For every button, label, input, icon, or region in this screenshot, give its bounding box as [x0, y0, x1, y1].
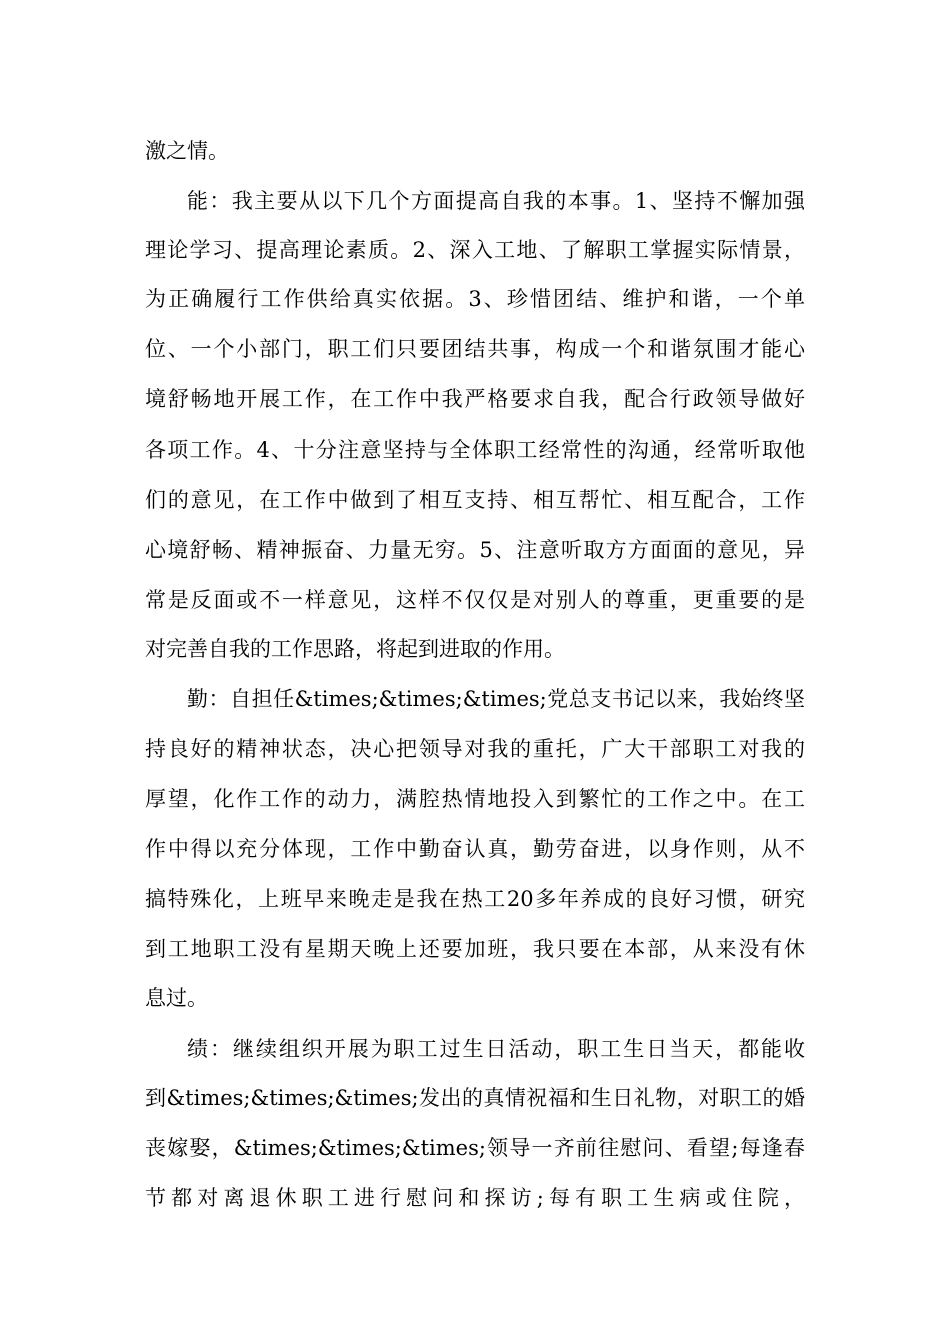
text-line: 到工地职工没有星期天晚上还要加班，我只要在本部，从来没有休 — [145, 937, 805, 961]
text-line: 境舒畅地开展工作，在工作中我严格要求自我，配合行政领导做好 — [145, 387, 805, 411]
text-line: 对完善自我的工作思路，将起到进取的作用。 — [145, 637, 565, 661]
text-line: 节都对离退休职工进行慰问和探访;每有职工生病或住院， — [145, 1186, 805, 1210]
text-line: 持良好的精神状态，决心把领导对我的重托，广大干部职工对我的 — [145, 737, 805, 761]
text-line: 激之情。 — [145, 139, 229, 163]
paragraph-neng-line: 能：我主要从以下几个方面提高自我的本事。1、坚持不懈加强 — [187, 189, 805, 213]
paragraph-qin-line: 勤：自担任&times;&times;&times;党总支书记以来，我始终坚 — [187, 687, 805, 711]
text-line: 常是反面或不一样意见，这样不仅仅是对别人的尊重，更重要的是 — [145, 588, 805, 612]
text-line: 心境舒畅、精神振奋、力量无穷。5、注意听取方方面面的意见，异 — [145, 538, 805, 562]
text-line: 理论学习、提高理论素质。2、深入工地、了解职工掌握实际情景， — [145, 238, 805, 262]
text-line: 丧嫁娶，&times;&times;&times;领导一齐前往慰问、看望;每逢春 — [145, 1136, 805, 1160]
text-line: 为正确履行工作供给真实依据。3、珍惜团结、维护和谐，一个单 — [145, 287, 805, 311]
text-line: 搞特殊化，上班早来晚走是我在热工20多年养成的良好习惯，研究 — [145, 887, 805, 911]
text-line: 厚望，化作工作的动力，满腔热情地投入到繁忙的工作之中。在工 — [145, 787, 805, 811]
text-line: 各项工作。4、十分注意坚持与全体职工经常性的沟通，经常听取他 — [145, 438, 805, 462]
text-line: 息过。 — [145, 986, 208, 1010]
text-line: 到&times;&times;&times;发出的真情祝福和生日礼物，对职工的婚 — [145, 1086, 805, 1110]
text-line: 作中得以充分体现，工作中勤奋认真，勤劳奋进，以身作则，从不 — [145, 837, 805, 861]
text-line: 位、一个小部门，职工们只要团结共事，构成一个和谐氛围才能心 — [145, 337, 805, 361]
text-line: 们的意见，在工作中做到了相互支持、相互帮忙、相互配合，工作 — [145, 488, 805, 512]
paragraph-ji-line: 绩：继续组织开展为职工过生日活动，职工生日当天，都能收 — [187, 1037, 805, 1061]
